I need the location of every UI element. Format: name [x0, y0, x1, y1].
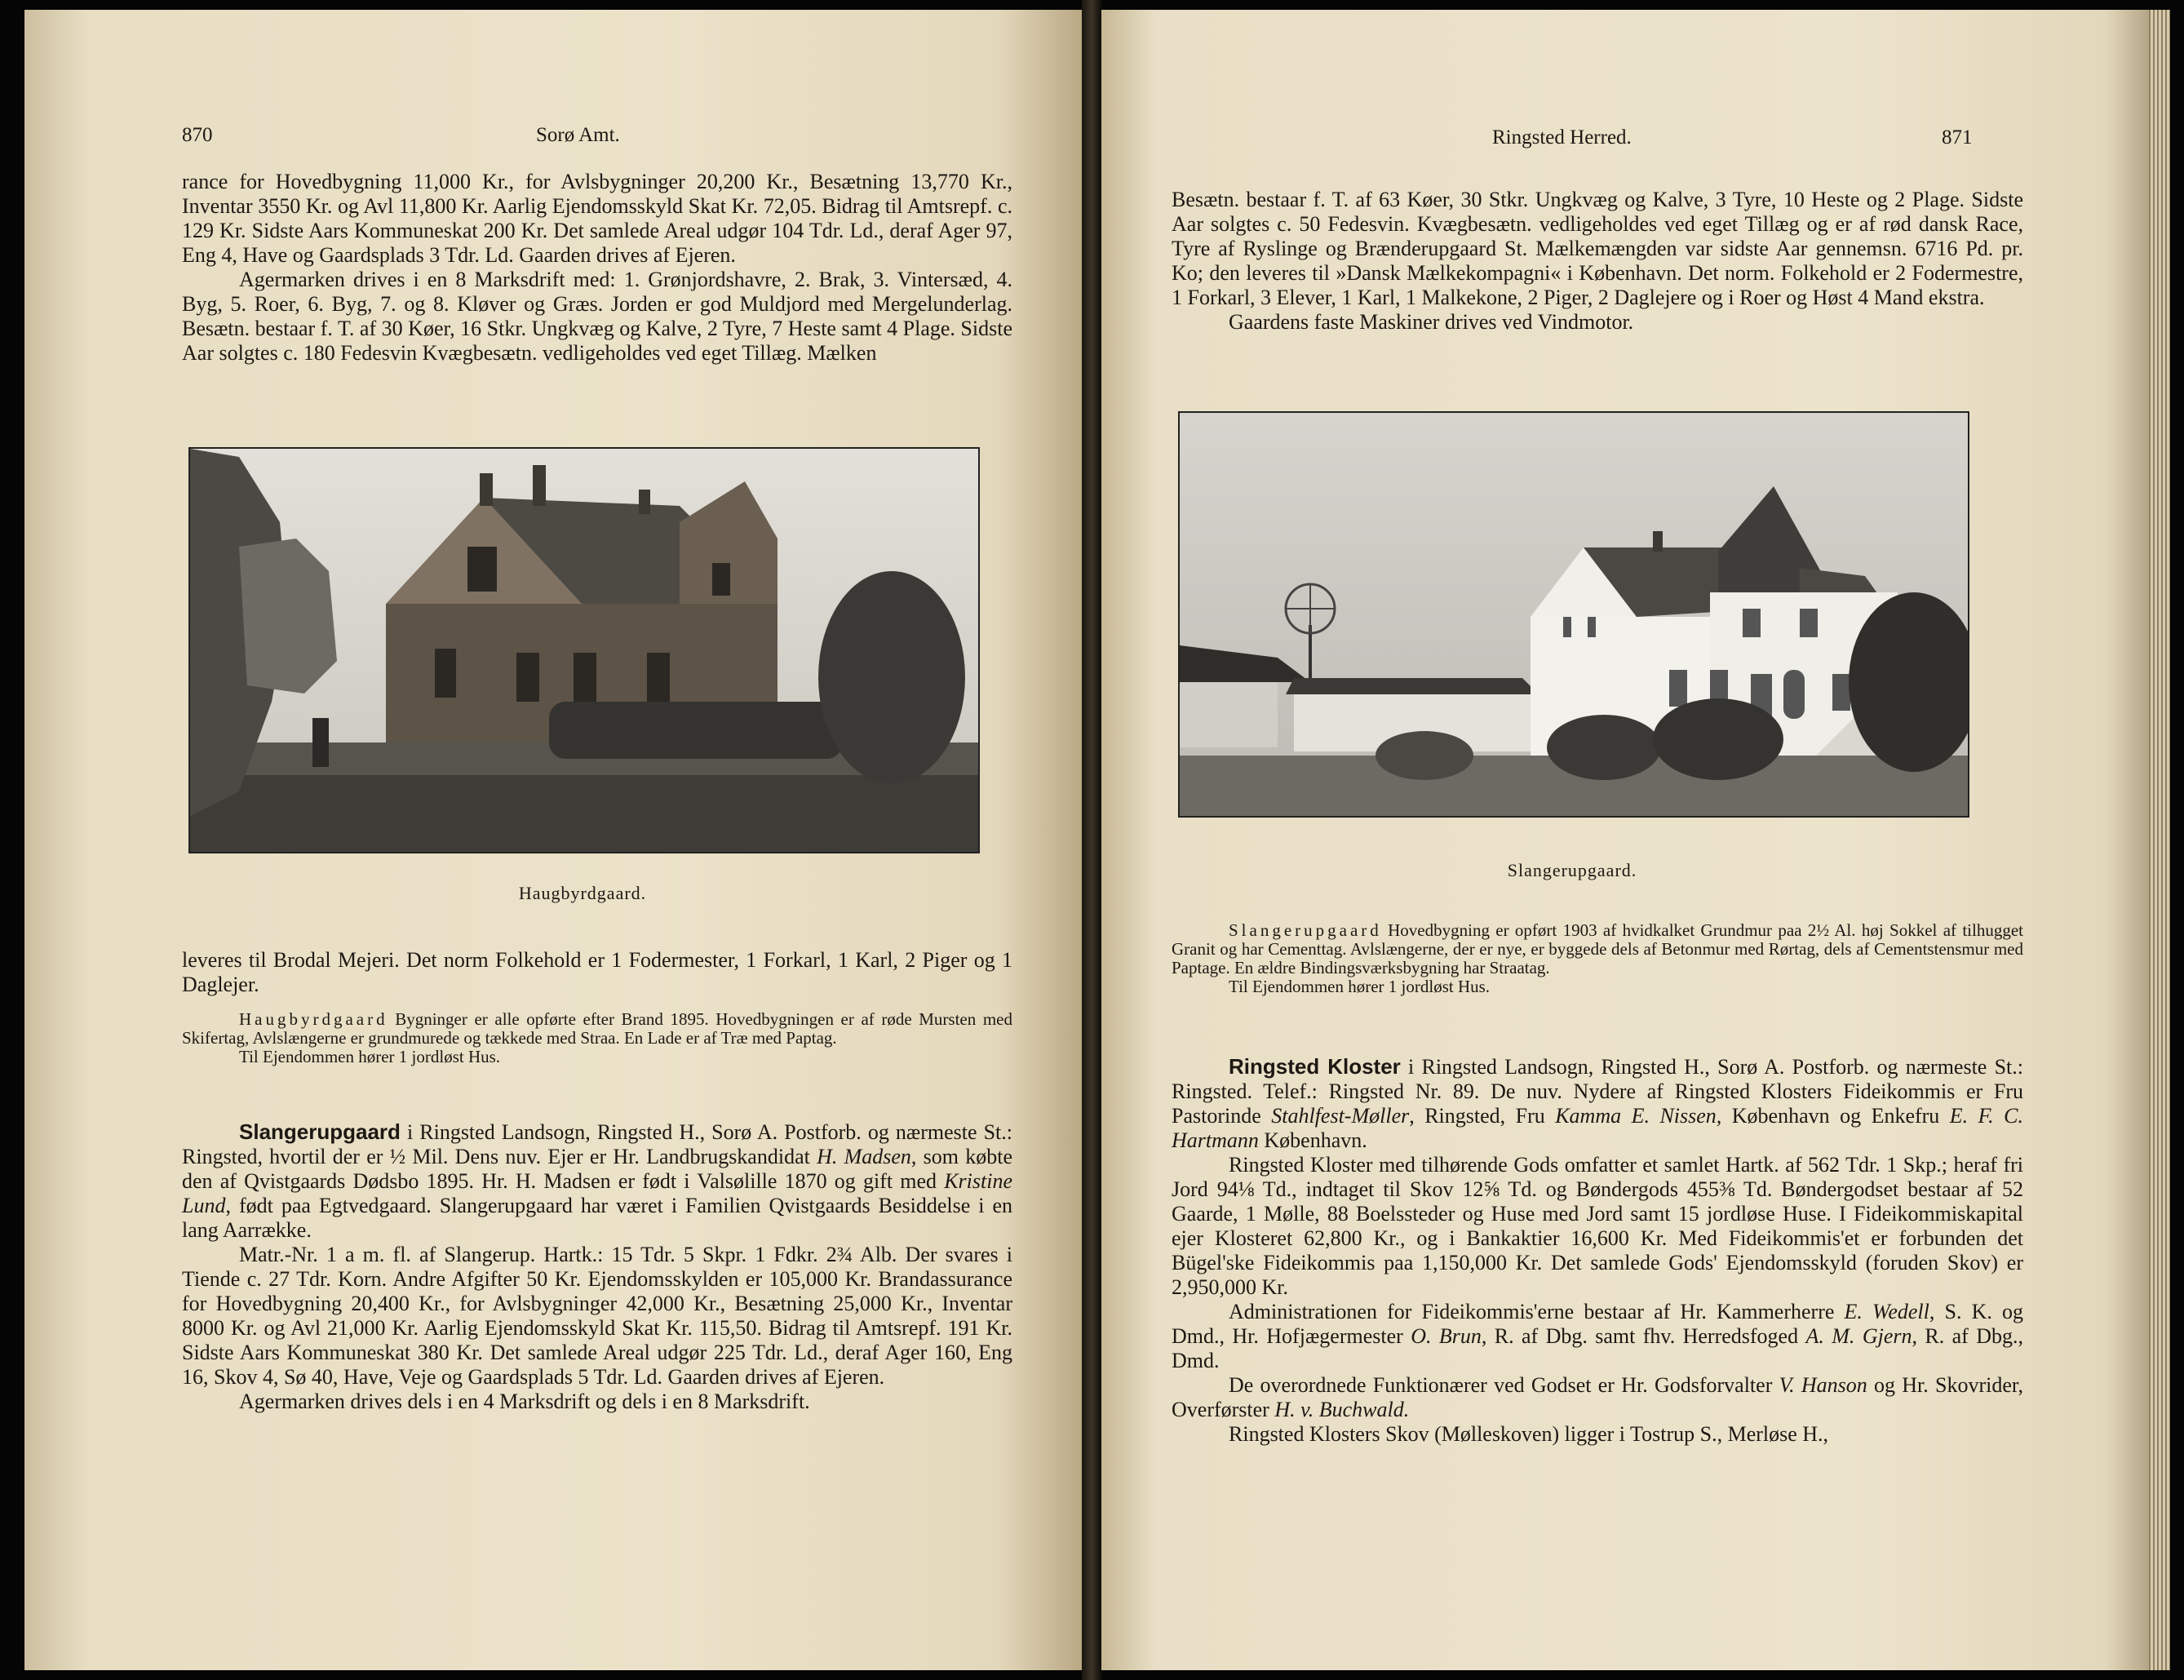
paragraph: Agermarken drives dels i en 4 Marksdrift og dels i en 8 Marksdrift. [239, 1390, 810, 1413]
paragraph: Ringsted Kloster med tilhørende Gods omfatter et samlet Hartk. af 562 Tdr. 1 Skp.; heraf fri Jord 94⅛ Td., indtaget til Skov 12⅝ Td. og Bøndergods 455⅜ Td. Bøndergodset bestaar af 52 Gaarde, 1 Mølle, 88 Boelssteder og Huse med Jord samt 15 jordløse Huse. I Fideikommiskapital ejer Klosteret 62,800 Kr., og i Bankaktier 16,600 Kr. Med Fideikommis'et er forbunden det Bügel'ske Fideikommis paa 1,150,000 Kr. Det samlede Gods' Ejendomsskyld (foruden Skov) er 2,950,000 Kr. [1172, 1153, 2023, 1299]
photo-haugbyrdgaard [188, 447, 980, 853]
running-head: Ringsted Herred. [1492, 126, 1632, 148]
entry-title: Slangerupgaard [239, 1119, 401, 1144]
photo-slangerupgaard [1178, 411, 1969, 818]
paragraph: Besætn. bestaar f. T. af 63 Køer, 30 Stkr. Ungkvæg og Kalve, 3 Tyre, 10 Heste og 2 Plage. Sidste Aar solgtes c. 50 Fedesvin. Kvægbesætn. vedligeholdes ved eget Tillæg og er af rød dansk Race, Tyre af Ryslinge og Brænderupgaard St. Mælkemængden var sidste Aar gennemsn. 6716 Pd. pr. Ko; den leveres til »Dansk Mælkekompagni« i København. Det norm. Folkehold er 2 Fodermestre, 1 Forkarl, 3 Elever, 1 Karl, 1 Malkekone, 2 Piger, 2 Daglejere og i Roer og Høst 4 Mand ekstra. [1172, 188, 2023, 309]
running-head: Sorø Amt. [536, 124, 620, 146]
page-number: 870 [182, 124, 213, 146]
small-print-block: Slangerupgaard Hovedbygning er opført 1903 af hvidkalket Grundmur paa 2½ Al. høj Sokkel af tilhugget Granit og har Cementtag. Avlslængerne, der er nye, er byggede dels af Betonmur med Rørtag, dels af Cementstensmur med Paptage. En ældre Bindingsværksbygning har Straatag. Til Ejendommen hører 1 jordløst Hus. [1172, 920, 2023, 996]
paragraph: Til Ejendommen hører 1 jordløst Hus. [1229, 977, 1491, 996]
paragraph: rance for Hovedbygning 11,000 Kr., for Avlsbygninger 20,200 Kr., Besætning 13,770 Kr., Inventar 3550 Kr. og Avl 11,800 Kr. Aarlig Ejendomsskyld Skat Kr. 72,05. Bidrag til Amtsrepf. c. 129 Kr. Sidste Aars Kommuneskat 200 Kr. Det samlede Areal udgør 104 Tdr. Ld., deraf Ager 97, Eng 4, Have og Gaardsplads 3 Tdr. Ld. Gaarden drives af Ejeren. [182, 170, 1012, 267]
page-number: 871 [1942, 126, 1973, 148]
left-page [24, 10, 1082, 1670]
entry-slangerupgaard: Slangerupgaard i Ringsted Landsogn, Ringsted H., Sorø A. Postforb. og nærmeste St.: Ringsted, hvortil der er ½ Mil. Dens nuv. Ejer er Hr. Landbrugskandidat H. Madsen, som købte den af Qvistgaards Dødsbo 1895. Hr. H. Madsen er født i Valsølille 1870 og gift med Kristine Lund, født paa Egtvedgaard. Slangerupgaard har været i Familien Qvistgaards Besiddelse i en lang Aarrække. Matr.-Nr. 1 a m. fl. af Slangerup. Hartk.: 15 Tdr. 5 Skpr. 1 Fdkr. 2¾ Alb. Der svares i Tiende c. 27 Tdr. Korn. Andre Afgifter 50 Kr. Ejendomsskylden er 105,000 Kr. Brandassurance for Hovedbygning 20,400 Kr., for Avlsbygninger 42,000 Kr., Besætning 25,000 Kr., Inventar 8000 Kr. og Avl 21,000 Kr. Aarlig Ejendomsskyld Skat Kr. 115,50. Bidrag til Amtsrepf. 191 Kr. Sidste Aars Kommuneskat 380 Kr. Det samlede Areal udgør 225 Tdr. Ld., deraf Ager 160, Eng 16, Skov 4, Sø 40, Have, Veje og Gaardsplads 5 Tdr. Ld. Gaarden drives af Ejeren. Agermarken drives dels i en 4 Marksdrift og dels i en 8 Marksdrift. [182, 1119, 1013, 1413]
entry-ringsted-kloster: Ringsted Kloster i Ringsted Landsogn, Ringsted H., Sorø A. Postforb. og nærmeste St.: Ringsted. Telef.: Ringsted Nr. 89. De nuv. Nydere af Ringsted Klosters Fideikommis er Fru Pastorinde Stahlfest-Møller, Ringsted, Fru Kamma E. Nissen, København og Enkefru E. F. C. Hartmann København. Ringsted Kloster med tilhørende Gods omfatter et samlet Hartk. af 562 Tdr. 1 Skp.; heraf fri Jord 94⅛ Td., indtaget til Skov 12⅝ Td. og Bøndergods 455⅜ Td. Bøndergodset bestaar af 52 Gaarde, 1 Mølle, 88 Boelssteder og Huse med Jord samt 15 jordløse Huse. I Fideikommiskapital ejer Klosteret 62,800 Kr., og i Bankaktier 16,600 Kr. Med Fideikommis'et er forbunden det Bügel'ske Fideikommis paa 1,150,000 Kr. Det samlede Gods' Ejendomsskyld (foruden Skov) er 2,950,000 Kr. Administrationen for Fideikommis'erne bestaar af Hr. Kammerherre E. Wedell, S. K. og Dmd., Hr. Hofjægermester O. Brun, R. af Dbg. samt fhv. Herredsfoged A. M. Gjern, R. af Dbg., Dmd. De overordnede Funktionærer ved Godset er Hr. Godsforvalter V. Hanson og Hr. Skovrider, Overførster H. v. Buchwald. Ringsted Klosters Skov (Mølleskoven) ligger i Tostrup S., Merløse H., [1172, 1054, 2023, 1446]
paragraph: Matr.-Nr. 1 a m. fl. af Slangerup. Hartk.: 15 Tdr. 5 Skpr. 1 Fdkr. 2¾ Alb. Der svares i Tiende c. 27 Tdr. Korn. Andre Afgifter 50 Kr. Ejendomsskylden er 105,000 Kr. Brandassurance for Hovedbygning 20,400 Kr., for Avlsbygninger 42,000 Kr., Besætning 25,000 Kr., Inventar 8000 Kr. og Avl 21,000 Kr. Aarlig Ejendomsskyld Skat Kr. 115,50. Bidrag til Amtsrepf. 191 Kr. Sidste Aars Kommuneskat 380 Kr. Det samlede Areal udgør 225 Tdr. Ld., deraf Ager 160, Eng 16, Skov 4, Sø 40, Have, Veje og Gaardsplads 5 Tdr. Ld. Gaarden drives af Ejeren. [182, 1243, 1012, 1389]
paragraph: Agermarken drives i en 8 Marksdrift med: 1. Grønjordshavre, 2. Brak, 3. Vintersæd, 4. Byg, 5. Roer, 6. Byg, 7. og 8. Kløver og Græs. Jorden er god Muldjord med Mergelunderlag. Besætn. bestaar f. T. af 30 Køer, 16 Stkr. Ungkvæg og Kalve, 2 Tyre, 7 Heste samt 4 Plage. Sidste Aar solgtes c. 180 Fedesvin Kvægbesætn. vedligeholdes ved eget Tillæg. Mælken [182, 268, 1012, 365]
small-print-block: Haugbyrdgaard Bygninger er alle opførte efter Brand 1895. Hovedbygningen er af røde Mursten med Skifertag, Avlslængerne er grundmurede og tækkede med Straa. En Lade er af Træ med Paptag. Til Ejendommen hører 1 jordløst Hus. [182, 1009, 1012, 1066]
text-block-top [182, 170, 1012, 366]
right-page [1101, 10, 2170, 1670]
paragraph: Til Ejendommen hører 1 jordløst Hus. [239, 1047, 501, 1066]
photo-caption: Slangerupgaard. [1507, 860, 1637, 880]
text-block-top [1172, 188, 2023, 335]
photo-caption: Haugbyrdgaard. [518, 883, 647, 903]
page-edges [2149, 10, 2170, 1670]
entry-name-spaced: Haugbyrdgaard [239, 1009, 388, 1029]
book-spine [1082, 0, 1101, 1680]
paragraph: leveres til Brodal Mejeri. Det norm Folkehold er 1 Fodermester, 1 Forkarl, 1 Karl, 2 Piger og 1 Daglejer. [182, 948, 1012, 996]
entry-title: Ringsted Kloster [1229, 1054, 1401, 1079]
paragraph: Ringsted Klosters Skov (Mølleskoven) ligger i Tostrup S., Merløse H., [1229, 1422, 1829, 1446]
paragraph: Gaardens faste Maskiner drives ved Vindmotor. [1229, 310, 1634, 334]
entry-name-spaced: Slangerupgaard [1229, 920, 1382, 940]
